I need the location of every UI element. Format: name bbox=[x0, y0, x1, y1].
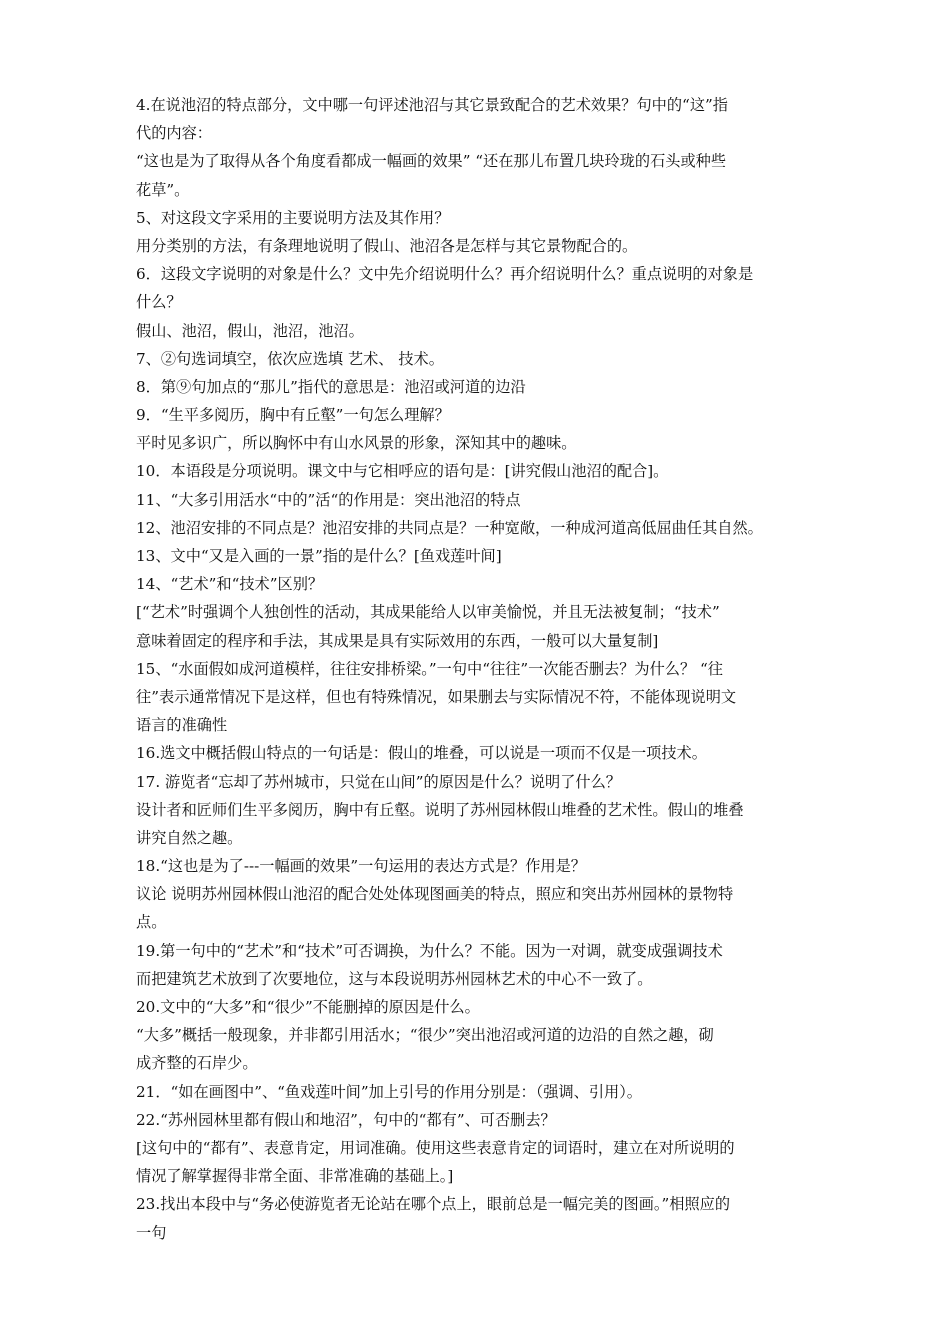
text-line: 成齐整的石岸少。 bbox=[136, 1054, 258, 1073]
text-line: 假山、池沼，假山，池沼，池沼。 bbox=[136, 321, 364, 340]
text-line: 往”表示通常情况下是这样，但也有特殊情况，如果删去与实际情况不符，不能体现说明文 bbox=[136, 687, 737, 706]
text-line: 12、池沼安排的不同点是？池沼安排的共同点是？一种宽敞，一种成河道高低屈曲任其自然。 bbox=[136, 518, 763, 537]
text-line: “这也是为了取得从各个角度看都成一幅画的效果” “还在那儿布置几块玲珑的石头或种些 bbox=[136, 152, 727, 171]
text-line: 11、“大多引用活水“中的”活“的作用是：突出池沼的特点 bbox=[136, 490, 521, 509]
text-line: 10．本语段是分项说明。课文中与它相呼应的语句是：[讲究假山池沼的配合]。 bbox=[136, 462, 669, 481]
text-line: 6．这段文字说明的对象是什么？文中先介绍说明什么？再介绍说明什么？重点说明的对象是 bbox=[136, 265, 754, 284]
text-line: 7、②句选词填空，依次应选填 艺术、 技术。 bbox=[136, 349, 444, 368]
text-line: 用分类别的方法，有条理地说明了假山、池沼各是怎样与其它景物配合的。 bbox=[136, 236, 638, 255]
text-line: 17. 游览者“忘却了苏州城市，只觉在山间”的原因是什么？说明了什么？ bbox=[136, 772, 621, 791]
text-line: 平时见多识广，所以胸怀中有山水风景的形象，深知其中的趣味。 bbox=[136, 434, 577, 453]
text-line: 情况了解掌握得非常全面、非常准确的基础上。] bbox=[136, 1167, 454, 1186]
text-line: 意味着固定的程序和手法，其成果是具有实际效用的东西，一般可以大量复制] bbox=[136, 631, 659, 650]
text-line: 一句 bbox=[136, 1223, 167, 1242]
text-line: 设计者和匠师们生平多阅历，胸中有丘壑。说明了苏州园林假山堆叠的艺术性。假山的堆叠 bbox=[136, 800, 744, 819]
text-line: [“艺术”时强调个人独创性的活动，其成果能给人以审美愉悦，并且无法被复制；“技术” bbox=[136, 603, 720, 622]
text-line: 什么？ bbox=[136, 293, 182, 312]
text-line: 23.找出本段中与“务必使游览者无论站在哪个点上，眼前总是一幅完美的图画。”相照应的 bbox=[136, 1195, 731, 1214]
text-line: 21．“如在画图中”、“鱼戏莲叶间”加上引号的作用分别是：（强调、引用）。 bbox=[136, 1082, 642, 1101]
text-line: 14、“艺术”和“技术”区别？ bbox=[136, 575, 324, 594]
text-line: 13、文中“又是入画的一景”指的是什么？[鱼戏莲叶间] bbox=[136, 547, 502, 565]
text-line: 花草”。 bbox=[136, 180, 190, 199]
text-line: “大多”概括一般现象，并非都引用活水；“很少”突出池沼或河道的边沿的自然之趣，砌 bbox=[136, 1026, 714, 1045]
text-line: 5、对这段文字采用的主要说明方法及其作用？ bbox=[136, 208, 450, 227]
text-line: 语言的准确性 bbox=[136, 716, 228, 735]
text-line: 4.在说池沼的特点部分，文中哪一句评述池沼与其它景致配合的艺术效果？句中的“这”指 bbox=[136, 96, 728, 114]
text-line: 8．第⑨句加点的“那儿”指代的意思是：池沼或河道的边沿 bbox=[136, 377, 526, 396]
text-line: 代的内容： bbox=[136, 124, 212, 143]
text-line: [这句中的“都有”、表意肯定，用词准确。使用这些表意肯定的词语时，建立在对所说明的 bbox=[136, 1138, 735, 1157]
text-line: 16.选文中概括假山特点的一句话是：假山的堆叠，可以说是一项而不仅是一项技术。 bbox=[136, 744, 707, 763]
text-line: 20.文中的“大多”和“很少”不能删掉的原因是什么。 bbox=[136, 998, 480, 1016]
text-line: 15、“水面假如成河道模样，往往安排桥梁。”一句中“往往”一次能否删去？为什么？ “往 bbox=[136, 659, 723, 678]
text-line: 19.第一句中的“艺术”和“技术”可否调换，为什么？不能。因为一对调，就变成强调技术 bbox=[136, 941, 723, 960]
document-body bbox=[136, 91, 820, 1247]
text-line: 点。 bbox=[136, 913, 167, 932]
text-line: 18.“这也是为了---一幅画的效果”一句运用的表达方式是？作用是？ bbox=[136, 857, 586, 876]
text-line: 而把建筑艺术放到了次要地位，这与本段说明苏州园林艺术的中心不一致了。 bbox=[136, 969, 653, 988]
text-line: 议论 说明苏州园林假山池沼的配合处处体现图画美的特点，照应和突出苏州园林的景物特 bbox=[136, 885, 734, 904]
text-line: 9．“生平多阅历，胸中有丘壑”一句怎么理解？ bbox=[136, 406, 450, 425]
text-line: 22.“苏州园林里都有假山和地沼”，句中的“都有”、可否删去？ bbox=[136, 1110, 556, 1129]
text-line: 讲究自然之趣。 bbox=[136, 828, 243, 847]
